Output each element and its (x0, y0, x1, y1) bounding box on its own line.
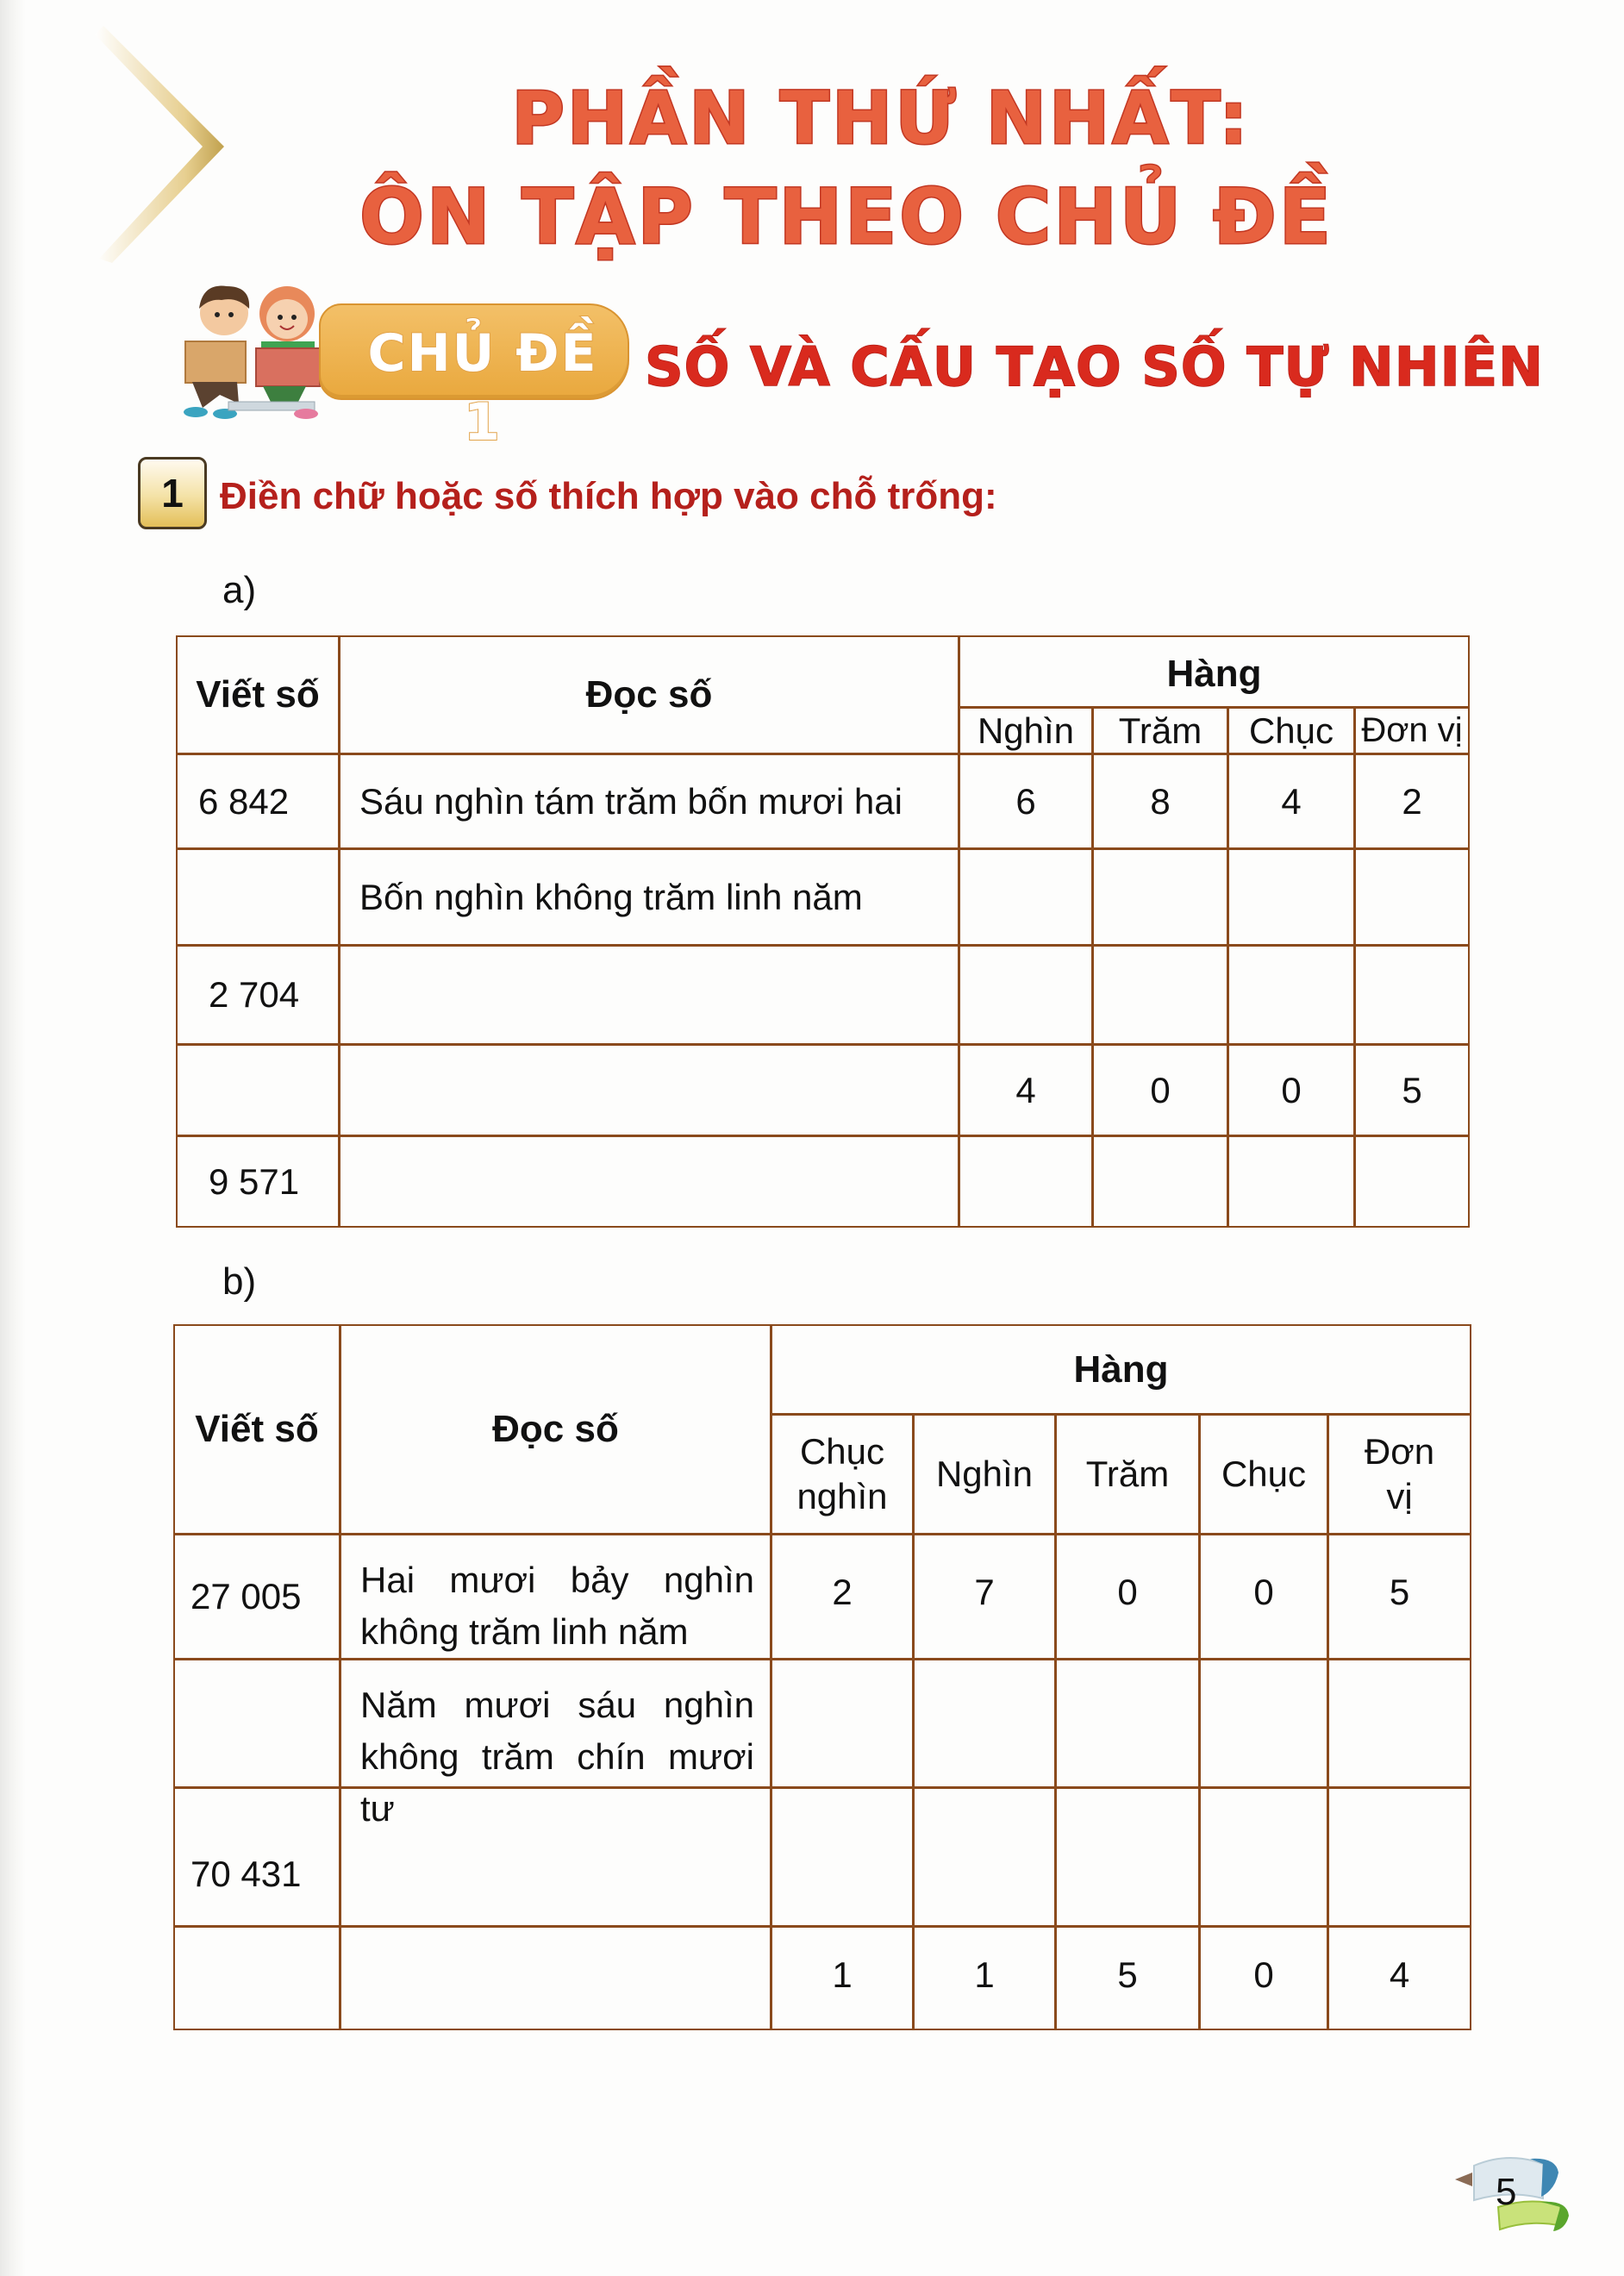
table-b-row4-read[interactable] (340, 1926, 771, 2030)
table-b-row1-read-line2: không trăm linh năm (360, 1611, 689, 1652)
table-b-row2-thousands[interactable] (913, 1659, 1056, 1788)
table-a-row2-hundreds[interactable] (1092, 848, 1228, 946)
table-b-row1-tens[interactable]: 0 (1199, 1534, 1328, 1660)
part-title-line2: ÔN TẬP THEO CHỦ ĐỀ (359, 172, 1334, 261)
table-b-row3-tens[interactable] (1199, 1787, 1328, 1927)
table-b-row3-thousands[interactable] (913, 1787, 1056, 1927)
header-units-line1: Đơn (1364, 1431, 1435, 1472)
table-a-row3-write[interactable]: 2 704 (176, 945, 340, 1045)
page-number: 5 (1496, 2171, 1517, 2213)
table-a-row4-units[interactable]: 5 (1354, 1044, 1470, 1136)
header-thousands: Nghìn (959, 707, 1093, 754)
header-ten-thousands-line2: nghìn (796, 1476, 888, 1516)
table-a-row1-thousands[interactable]: 6 (959, 753, 1093, 849)
table-a-row3-read[interactable] (339, 945, 959, 1045)
table-a-row1-hundreds[interactable]: 8 (1092, 753, 1228, 849)
table-a-row5-thousands[interactable] (959, 1135, 1093, 1228)
table-b-row1-read-line1: Hai mươi bảy nghìn (360, 1560, 754, 1600)
table-a-row4-thousands[interactable]: 4 (959, 1044, 1093, 1136)
part-a-label: a) (222, 569, 257, 611)
table-b-row2-units[interactable] (1327, 1659, 1471, 1788)
header-hundreds: Trăm (1055, 1414, 1200, 1535)
table-b-row3-write[interactable]: 70 431 (173, 1787, 340, 1927)
table-b-row1-ten-thousands[interactable]: 2 (771, 1534, 914, 1660)
table-b-row2-hundreds[interactable] (1055, 1659, 1200, 1788)
exercise-instruction: Điền chữ hoặc số thích hợp vào chỗ trống: (220, 475, 997, 517)
table-a-row5-read[interactable] (339, 1135, 959, 1228)
table-a-row1-tens[interactable]: 4 (1227, 753, 1355, 849)
table-a-row3-thousands[interactable] (959, 945, 1093, 1045)
table-a-row2-write[interactable] (176, 848, 340, 946)
table-a-row5-units[interactable] (1354, 1135, 1470, 1228)
table-a-row2-thousands[interactable] (959, 848, 1093, 946)
table-a-row4-hundreds[interactable]: 0 (1092, 1044, 1228, 1136)
table-a-row2-units[interactable] (1354, 848, 1470, 946)
table-b-row3-ten-thousands[interactable] (771, 1787, 914, 1927)
page-edge-shadow (0, 0, 26, 2276)
table-a-row4-write[interactable] (176, 1044, 340, 1136)
table-b-row1-units[interactable]: 5 (1327, 1534, 1471, 1660)
header-ten-thousands (771, 1414, 914, 1535)
topic-title: SỐ VÀ CẤU TẠO SỐ TỰ NHIÊN (645, 335, 1544, 398)
table-b-row3-hundreds[interactable] (1055, 1787, 1200, 1927)
table-b-row2-read[interactable] (340, 1659, 771, 1829)
table-b-row3-read[interactable] (340, 1787, 771, 1927)
header-units-line2: vị (1386, 1476, 1413, 1516)
table-b-row2-write[interactable] (173, 1659, 340, 1788)
table-b-row1-read[interactable] (340, 1534, 771, 1660)
table-a-row4-read[interactable] (339, 1044, 959, 1136)
table-a-row5-hundreds[interactable] (1092, 1135, 1228, 1228)
table-a-row2-read[interactable]: Bốn nghìn không trăm linh năm (339, 848, 959, 946)
header-places: Hàng (959, 635, 1470, 708)
table-a-row3-units[interactable] (1354, 945, 1470, 1045)
part-title-line1: PHẦN THỨ NHẤT: (511, 76, 1251, 160)
table-b-row2-ten-thousands[interactable] (771, 1659, 914, 1788)
table-b-row4-hundreds[interactable]: 5 (1055, 1926, 1200, 2030)
header-write: Viết số (173, 1324, 340, 1535)
table-a-row4-tens[interactable]: 0 (1227, 1044, 1355, 1136)
header-read: Đọc số (339, 635, 959, 754)
table-a-row1-units[interactable]: 2 (1354, 753, 1470, 849)
table-b-row4-ten-thousands[interactable]: 1 (771, 1926, 914, 2030)
table-a-row3-hundreds[interactable] (1092, 945, 1228, 1045)
table-b-row2-tens[interactable] (1199, 1659, 1328, 1788)
table-a-row5-write[interactable]: 9 571 (176, 1135, 340, 1228)
header-tens: Chục (1227, 707, 1355, 754)
table-a-row3-tens[interactable] (1227, 945, 1355, 1045)
table-b-row2-read-line1: Năm mươi sáu nghìn (360, 1685, 754, 1725)
header-thousands: Nghìn (913, 1414, 1056, 1535)
header-units (1327, 1414, 1471, 1535)
header-units: Đơn vị (1354, 707, 1470, 754)
header-tens: Chục (1199, 1414, 1328, 1535)
part-b-label: b) (222, 1260, 257, 1303)
table-b-row2-read-line2: không trăm chín mươi tư (360, 1736, 754, 1829)
table-b-row4-write[interactable] (173, 1926, 340, 2030)
table-b-row4-units[interactable]: 4 (1327, 1926, 1471, 2030)
header-read: Đọc số (340, 1324, 771, 1535)
table-b-row3-units[interactable] (1327, 1787, 1471, 1927)
table-a-row5-tens[interactable] (1227, 1135, 1355, 1228)
exercise-number-badge: 1 (138, 457, 207, 529)
table-b-row1-thousands[interactable]: 7 (913, 1534, 1056, 1660)
table-a-row1-write[interactable]: 6 842 (176, 753, 340, 849)
table-b-row1-hundreds[interactable]: 0 (1055, 1534, 1200, 1660)
header-hundreds: Trăm (1092, 707, 1228, 754)
table-b-row4-tens[interactable]: 0 (1199, 1926, 1328, 2030)
header-write: Viết số (176, 635, 340, 754)
header-ten-thousands-line1: Chục (799, 1431, 885, 1472)
topic-badge-label: CHỦ ĐỀ 1 (367, 323, 598, 453)
table-a-row1-read[interactable]: Sáu nghìn tám trăm bốn mươi hai (339, 753, 959, 849)
table-b-row4-thousands[interactable]: 1 (913, 1926, 1056, 2030)
header-places: Hàng (771, 1324, 1471, 1415)
table-b-row1-write[interactable]: 27 005 (173, 1534, 340, 1660)
table-a-row2-tens[interactable] (1227, 848, 1355, 946)
